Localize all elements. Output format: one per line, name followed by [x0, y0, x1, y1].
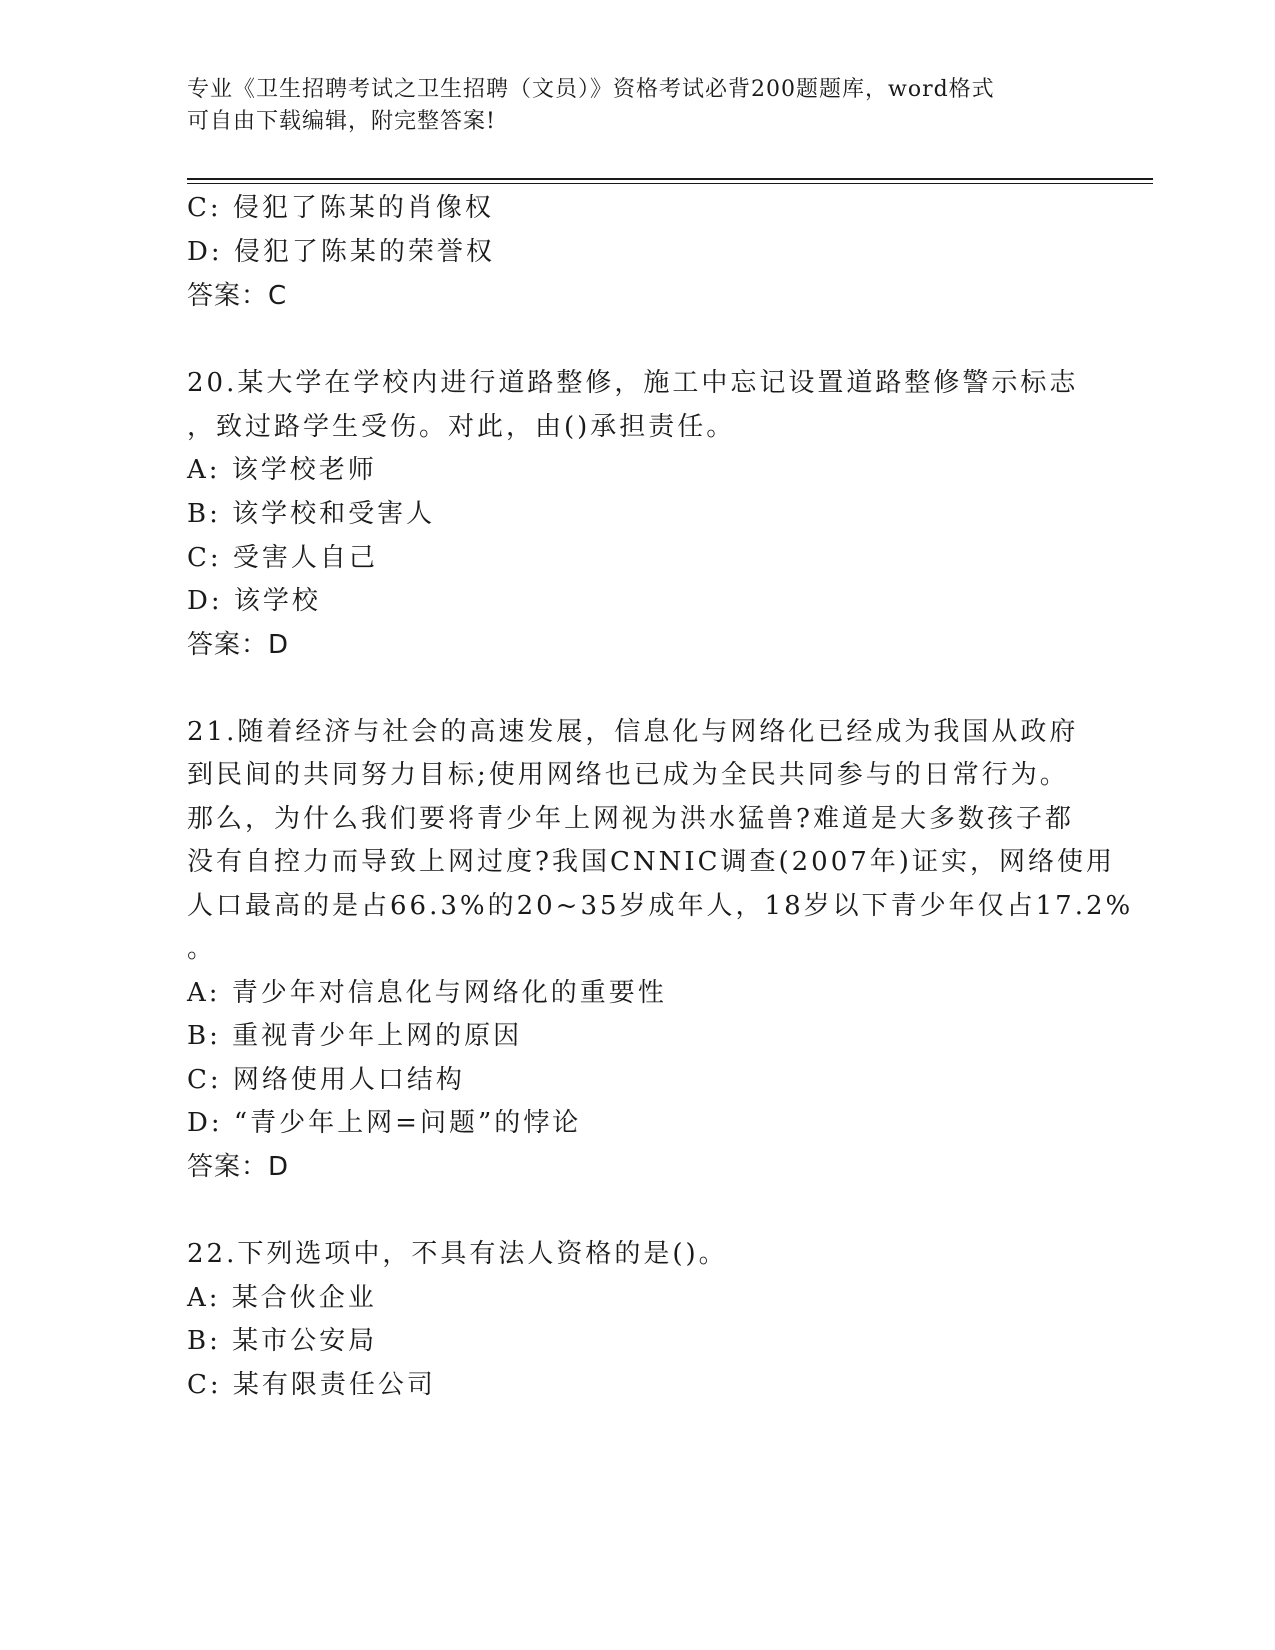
q21-stem-line-4: 没有自控力而导致上网过度?我国CNNIC调查(2007年)证实，网络使用	[187, 847, 1115, 877]
q20-stem-line-2: ，致过路学生受伤。对此，由()承担责任。	[187, 412, 736, 442]
q21-option-c: C: 网络使用人口结构	[187, 1065, 465, 1095]
q21-option-b: B: 重视青少年上网的原因	[187, 1021, 523, 1051]
q22-option-c: C: 某有限责任公司	[187, 1370, 436, 1400]
q21-stem-line-3: 那么，为什么我们要将青少年上网视为洪水猛兽?难道是大多数孩子都	[187, 804, 1074, 834]
document-header	[187, 74, 1067, 138]
q20-option-a: A: 该学校老师	[187, 455, 377, 485]
header-line-2: 可自由下载编辑，附完整答案!	[187, 109, 496, 134]
q22-option-b: B: 某市公安局	[187, 1326, 378, 1356]
q21-answer: 答案：D	[187, 1152, 290, 1182]
q22-option-a: A: 某合伙企业	[187, 1283, 377, 1313]
q19-answer: 答案：C	[187, 281, 288, 311]
q21-option-d: D: “青少年上网=问题”的悖论	[187, 1108, 582, 1138]
q21-stem-line-2: 到民间的共同努力目标;使用网络也已成为全民共同参与的日常行为。	[187, 760, 1069, 790]
q21-stem-line-5: 人口最高的是占66.3%的20~35岁成年人，18岁以下青少年仅占17.2%	[187, 891, 1134, 921]
q20-option-b: B: 该学校和受害人	[187, 499, 436, 529]
q20-option-d: D: 该学校	[187, 586, 321, 616]
q21-option-a: A: 青少年对信息化与网络化的重要性	[187, 978, 667, 1008]
q19-option-c: C: 侵犯了陈某的肖像权	[187, 193, 494, 223]
q21-stem-line-6: 。	[187, 934, 217, 964]
q19-option-d: D: 侵犯了陈某的荣誉权	[187, 237, 495, 267]
q20-stem-line-1: 20.某大学在学校内进行道路整修，施工中忘记设置道路整修警示标志	[187, 368, 1079, 398]
q20-answer: 答案：D	[187, 630, 290, 660]
q22-stem-line-1: 22.下列选项中，不具有法人资格的是()。	[187, 1239, 728, 1269]
q21-stem-line-1: 21.随着经济与社会的高速发展，信息化与网络化已经成为我国从政府	[187, 717, 1079, 747]
header-line-1: 专业《卫生招聘考试之卫生招聘（文员）》资格考试必背200题题库，word格式	[187, 77, 995, 102]
header-divider-thick	[187, 178, 1153, 180]
header-divider-thin	[187, 183, 1153, 184]
q20-option-c: C: 受害人自己	[187, 543, 378, 573]
